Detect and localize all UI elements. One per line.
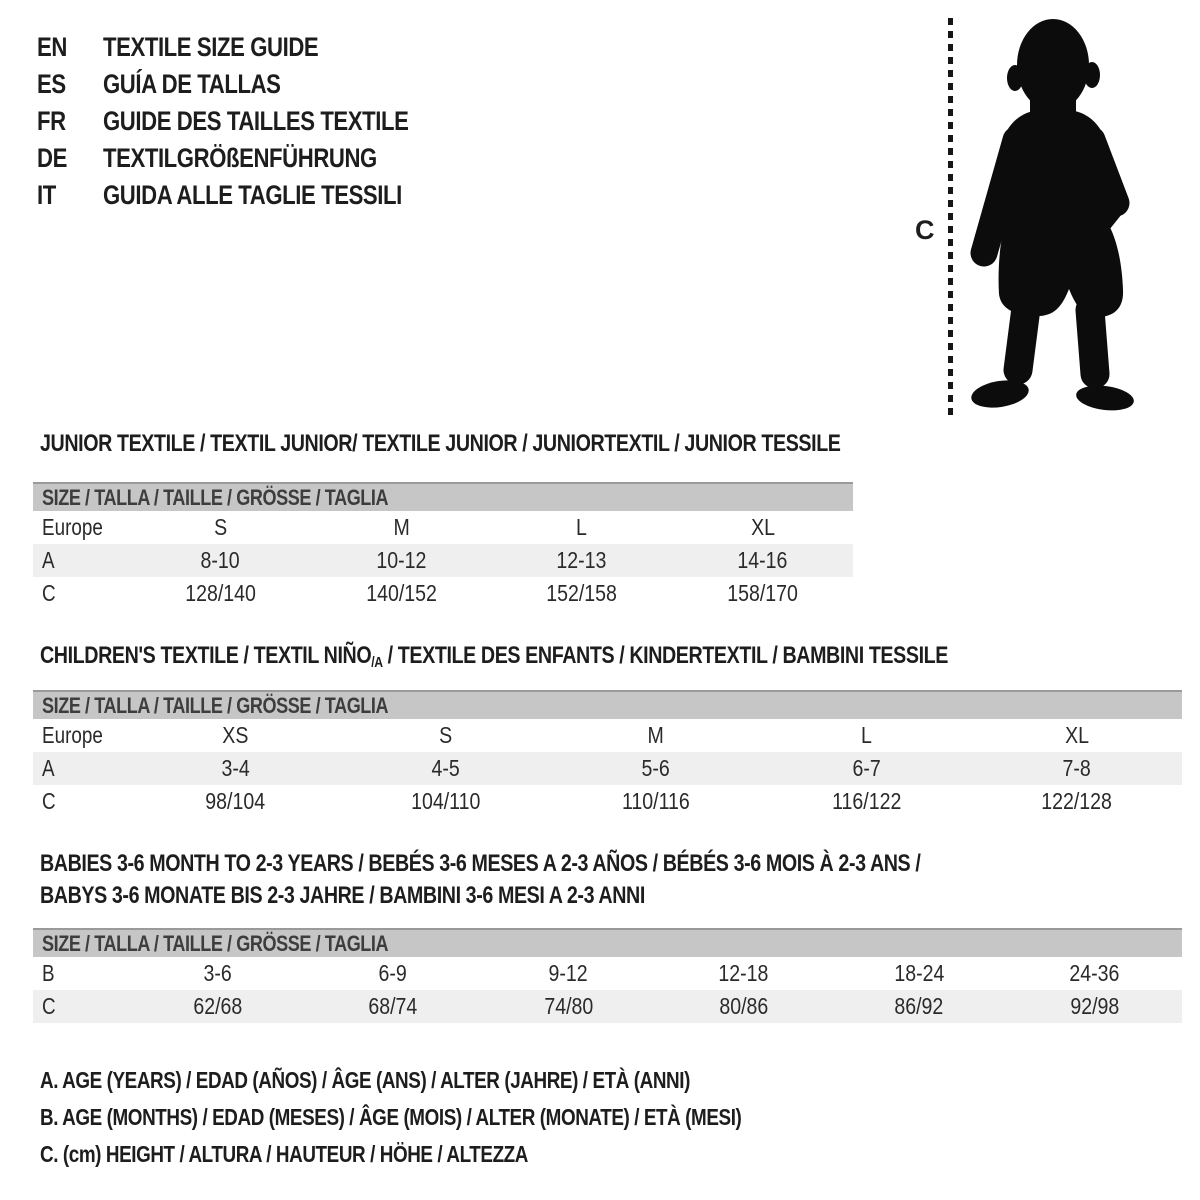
column-header: XL (750, 514, 775, 540)
cell-value: 116/122 (831, 788, 902, 814)
cell-value: 10-12 (376, 547, 427, 573)
cell-value: 74/80 (543, 993, 593, 1019)
column-header: L (576, 514, 588, 540)
cell-value: 158/170 (727, 580, 798, 606)
junior-section-title: JUNIOR TEXTILE / TEXTIL JUNIOR/ TEXTILE JUNIOR / JUNIORTEXTIL / JUNIOR TESSILE (40, 430, 841, 457)
cell-value: 6-7 (852, 755, 881, 781)
column-header-row (33, 511, 853, 544)
cell-value: 86/92 (894, 993, 944, 1019)
row-label: C (42, 580, 56, 606)
language-title: GUIDE DES TAILLES TEXTILE (103, 106, 409, 136)
cell-value: 152/158 (546, 580, 618, 606)
cell-value: 6-9 (378, 960, 408, 986)
cell-value: 8-10 (200, 547, 240, 573)
cell-value: 122/128 (1041, 788, 1113, 814)
cell-value: 12-18 (718, 960, 769, 986)
column-header: XL (1064, 722, 1089, 748)
cell-value: 62/68 (193, 993, 243, 1019)
size-header-bar: SIZE / TALLA / TAILLE / GRÖSSE / TAGLIA (33, 928, 1182, 957)
table-row-a (33, 752, 1182, 785)
height-dashed-line (948, 18, 953, 415)
cell-value: 3-6 (203, 960, 232, 986)
language-title-list (37, 29, 476, 214)
cell-value: 4-5 (431, 755, 460, 781)
babies-section-title-line2: BABYS 3-6 MONATE BIS 2-3 JAHRE / BAMBINI 3-6 MESI A 2-3 ANNI (40, 882, 645, 909)
babies-section-title-line1: BABIES 3-6 MONTH TO 2-3 YEARS / BEBÉS 3-6 MESES A 2-3 AÑOS / BÉBÉS 3-6 MOIS À 2-3 ANS / (40, 850, 921, 877)
cell-value: 68/74 (368, 993, 418, 1019)
cell-value: 7-8 (1062, 755, 1091, 781)
table-row-a (33, 544, 853, 577)
language-title: GUÍA DE TALLAS (103, 69, 281, 99)
language-title: TEXTILGRÖßENFÜHRUNG (103, 143, 377, 173)
table-row-c (33, 577, 853, 610)
column-header: L (860, 722, 872, 748)
size-header-bar: SIZE / TALLA / TAILLE / GRÖSSE / TAGLIA (33, 690, 1182, 719)
children-size-table (33, 690, 1182, 818)
language-row-it (37, 177, 476, 214)
legend-line-a: A. AGE (YEARS) / EDAD (AÑOS) / ÂGE (ANS) / ALTER (JAHRE) / ETÀ (ANNI) (40, 1067, 690, 1093)
table-row-b (33, 957, 1182, 990)
language-code: FR (37, 106, 66, 136)
row-label: A (42, 755, 55, 781)
row-label: C (42, 993, 56, 1019)
cell-value: 14-16 (737, 547, 788, 573)
measure-legend (40, 1062, 895, 1173)
babies-size-table (33, 928, 1182, 1023)
column-header: XS (222, 722, 249, 748)
table-row-c (33, 785, 1182, 818)
row-label: C (42, 788, 56, 814)
language-code: DE (37, 143, 67, 173)
cell-value: 110/116 (622, 788, 690, 814)
cell-value: 18-24 (893, 960, 944, 986)
language-row-de (37, 140, 476, 177)
cell-value: 3-4 (221, 755, 250, 781)
language-row-fr (37, 103, 476, 140)
legend-line-c: C. (cm) HEIGHT / ALTURA / HAUTEUR / HÖHE / ALTEZZA (40, 1141, 529, 1167)
language-title: GUIDA ALLE TAGLIE TESSILI (103, 180, 402, 210)
language-title: TEXTILE SIZE GUIDE (103, 32, 319, 62)
cell-value: 128/140 (185, 580, 256, 606)
table-row-c (33, 990, 1182, 1023)
legend-line-b: B. AGE (MONTHS) / EDAD (MESES) / ÂGE (MOIS) / ALTER (MONATE) / ETÀ (MESI) (40, 1104, 742, 1130)
column-header: M (647, 722, 665, 748)
size-header-bar: SIZE / TALLA / TAILLE / GRÖSSE / TAGLIA (33, 482, 853, 511)
cell-value: 80/86 (719, 993, 769, 1019)
cell-value: 24-36 (1069, 960, 1120, 986)
children-section-title: CHILDREN'S TEXTILE / TEXTIL $NIÑO_{/A}$ / TEXTILE DES ENFANTS / KINDERTEXTIL / BAMBINI TESSILE (40, 642, 948, 672)
language-code: EN (37, 32, 67, 62)
column-header: M (392, 514, 410, 540)
row-label: B (42, 960, 55, 986)
column-header: S (213, 514, 227, 540)
language-code: IT (37, 180, 56, 210)
column-header: S (439, 722, 453, 748)
row-label: A (42, 547, 55, 573)
cell-value: 92/98 (1069, 993, 1119, 1019)
column-header: Europe (42, 722, 103, 748)
column-header-row (33, 719, 1182, 752)
cell-value: 104/110 (410, 788, 481, 814)
cell-value: 9-12 (548, 960, 588, 986)
language-row-es (37, 66, 476, 103)
cell-value: 140/152 (365, 580, 437, 606)
column-header: Europe (42, 514, 103, 540)
language-row-en (37, 29, 476, 66)
height-measure-label: C (915, 215, 935, 245)
toddler-silhouette-icon (964, 18, 1136, 416)
cell-value: 5-6 (641, 755, 671, 781)
cell-value: 12-13 (556, 547, 607, 573)
junior-size-table (33, 482, 853, 610)
cell-value: 98/104 (205, 788, 266, 814)
nino-a-subscript: /A (371, 655, 383, 672)
language-code: ES (37, 69, 66, 99)
